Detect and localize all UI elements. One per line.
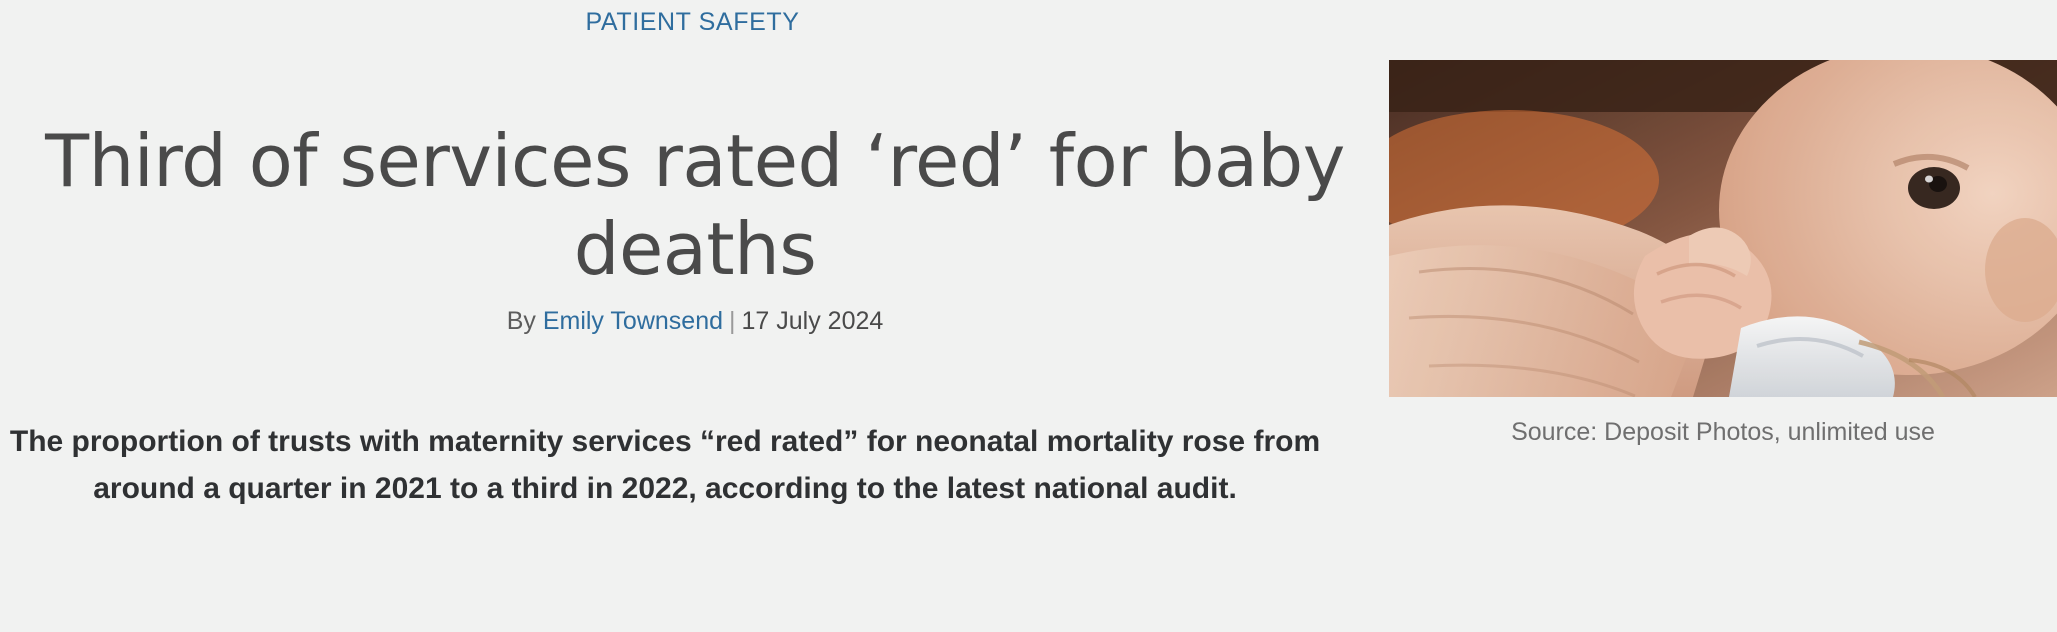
article-figure [1389, 60, 2057, 580]
byline-author-link[interactable]: Emily Townsend [542, 307, 724, 335]
page-title: Third of services rated ‘red’ for baby deaths [45, 119, 1345, 292]
byline [40, 307, 1350, 336]
baby-hand-photo-illustration [1389, 60, 2057, 397]
byline-separator: | [729, 307, 736, 335]
article-standfirst: The proportion of trusts with maternity services “red rated” for neonatal mortality rose from around a quarter in 2021 to a third in 2022, according to the latest national audit. [9, 425, 1321, 506]
photo-caption: Source: Deposit Photos, unlimited use [1511, 418, 1935, 446]
byline-date: 17 July 2024 [741, 307, 884, 335]
byline-by-label: By [506, 307, 536, 335]
article-kicker[interactable]: PATIENT SAFETY [585, 8, 800, 36]
article-photo [1389, 60, 2057, 397]
